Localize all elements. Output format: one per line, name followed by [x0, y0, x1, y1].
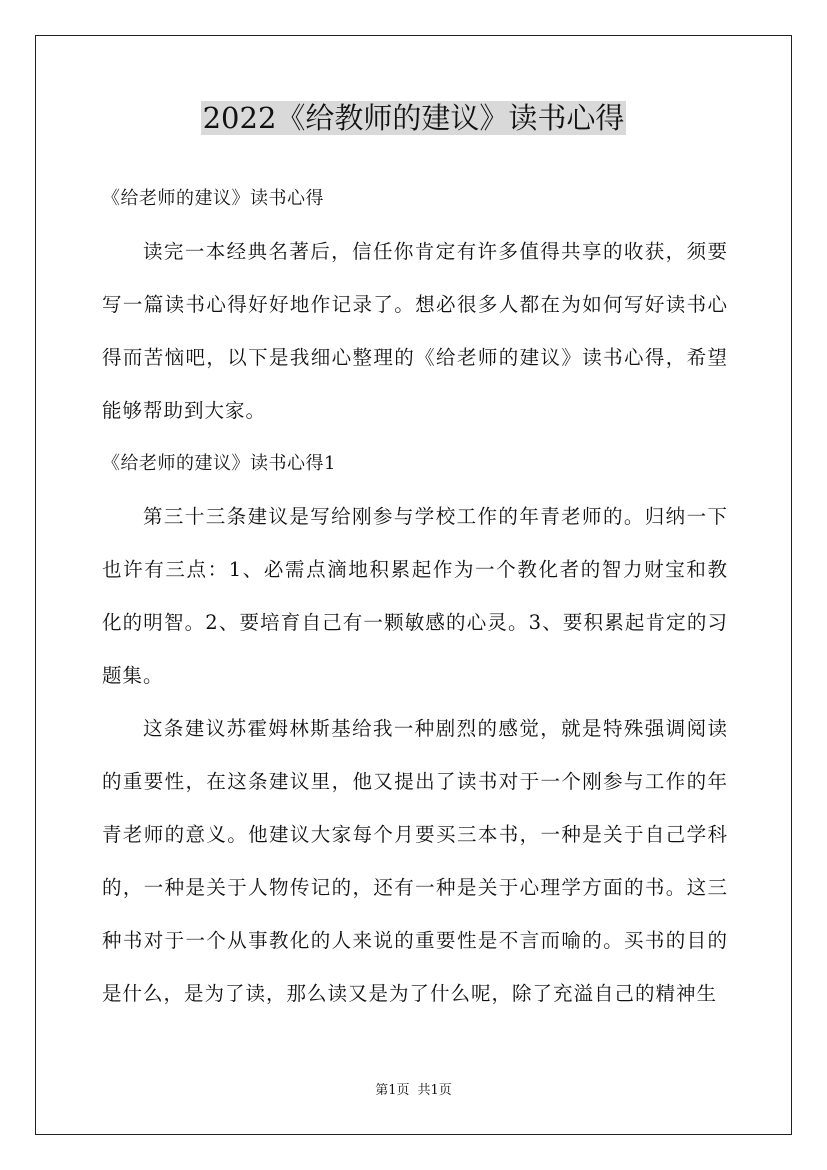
section-heading: 《给老师的建议》读书心得	[102, 188, 324, 209]
document-title-text: 2022《给教师的建议》读书心得	[202, 101, 625, 135]
page-footer	[0, 1081, 827, 1101]
page-total: 共1页	[417, 1083, 452, 1098]
body-paragraph-1: 第三十三条建议是写给刚参与学校工作的年青老师的。归纳一下也许有三点：1、必需点滴地积累起作为一个教化者的智力财宝和教化的明智。2、要培育自己有一颗敏感的心灵。3、要积累起肯定的习题集。	[102, 505, 728, 687]
document-body	[102, 172, 728, 1020]
intro-paragraph: 读完一本经典名著后，信任你肯定有许多值得共享的收获，须要写一篇读书心得好好地作记录了。想必很多人都在为如何写好读书心得而苦恼吧，以下是我细心整理的《给老师的建议》读书心得，希望能够帮助到大家。	[102, 240, 728, 422]
body-paragraph-2: 这条建议苏霍姆林斯基给我一种剧烈的感觉，就是特殊强调阅读的重要性，在这条建议里，他又提出了读书对于一个刚参与工作的年青老师的意义。他建议大家每个月要买三本书，一种是关于自己学科的，一种是关于人物传记的，还有一种是关于心理学方面的书。这三种书对于一个从事教化的人来说的重要性是不言而喻的。买书的目的是什么，是为了读，那么读又是为了什么呢，除了充溢自己的精神生	[102, 717, 728, 1005]
section-heading-1: 《给老师的建议》读书心得1	[102, 453, 336, 474]
page-number: 第1页	[375, 1083, 410, 1098]
document-title	[0, 96, 827, 140]
